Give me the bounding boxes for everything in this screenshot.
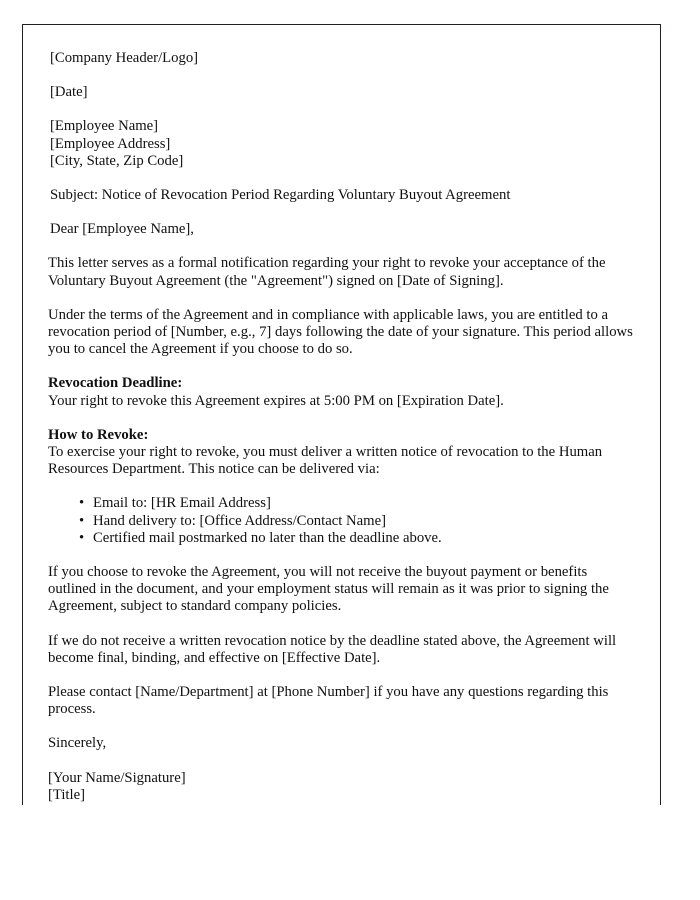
- list-item: • Certified mail postmarked no later than the deadline above.: [93, 530, 638, 547]
- revocation-deadline-heading: Revocation Deadline:: [48, 375, 183, 392]
- letter-body: [48, 50, 638, 804]
- salutation-block: [48, 221, 638, 238]
- salutation-line: Dear [Employee Name],: [50, 221, 194, 238]
- subject-block: [48, 187, 638, 204]
- signature-name-line: [Your Name/Signature]: [48, 769, 186, 786]
- recipient-address-line: [Employee Address]: [50, 135, 171, 152]
- paragraph-five: Please contact [Name/Department] at [Phone Number] if you have any questions regarding this process.: [48, 684, 609, 718]
- paragraph-three: If you choose to revoke the Agreement, you will not receive the buyout payment or benefits outlined in the document, and your employment status will remain as it was prior to signing the Agreement, subject to standard company policies.: [48, 564, 609, 615]
- how-to-revoke-body: To exercise your right to revoke, you must deliver a written notice of revocation to the Human Resources Department. This notice can be delivered via:: [48, 444, 606, 478]
- revocation-deadline-body: Your right to revoke this Agreement expires at 5:00 PM on [Expiration Date].: [48, 392, 504, 409]
- closing-line: Sincerely,: [48, 735, 107, 752]
- delivery-method-list: [48, 495, 638, 547]
- recipient-city-state-zip-line: [City, State, Zip Code]: [50, 152, 184, 169]
- paragraph-four: If we do not receive a written revocation notice by the deadline stated above, the Agreement will become final, binding, and effective on [Effective Date].: [48, 632, 617, 666]
- signature-block: [48, 770, 638, 804]
- date-line: [Date]: [50, 84, 88, 101]
- company-header-line: [Company Header/Logo]: [50, 50, 199, 66]
- recipient-block: [48, 118, 638, 170]
- paragraph-two: Under the terms of the Agreement and in compliance with applicable laws, you are entitled to a revocation period of [Number, e.g., 7] days following the date of your signature. This period allows you to cancel the Agreement if you choose to do so.: [48, 306, 633, 358]
- how-to-revoke-heading: How to Revoke:: [48, 426, 149, 443]
- revocation-deadline-section: [48, 375, 638, 409]
- company-header-block: [48, 50, 638, 67]
- closing-block: [48, 735, 638, 752]
- list-item: • Email to: [HR Email Address]: [93, 495, 638, 512]
- paragraph-one: This letter serves as a formal notification regarding your right to revoke your acceptance of the Voluntary Buyout Agreement (the "Agreement") signed on [Date of Signing].: [48, 255, 606, 289]
- date-block: [48, 84, 638, 101]
- recipient-name-line: [Employee Name]: [50, 118, 159, 135]
- document-page: [22, 24, 661, 805]
- signature-title-line: [Title]: [48, 786, 85, 803]
- subject-line: Subject: Notice of Revocation Period Regarding Voluntary Buyout Agreement: [50, 187, 511, 204]
- list-item: • Hand delivery to: [Office Address/Contact Name]: [93, 513, 638, 530]
- how-to-revoke-section: [48, 427, 638, 479]
